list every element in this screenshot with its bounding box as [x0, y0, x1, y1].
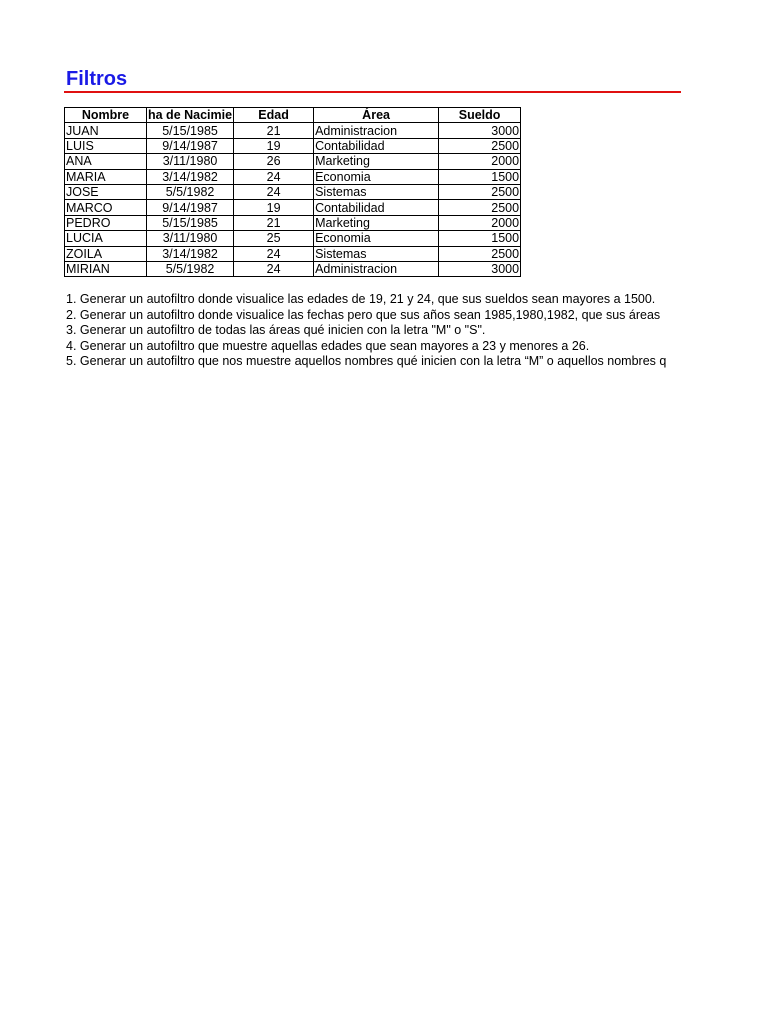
table-header-row	[65, 108, 521, 123]
cell-sueldo[interactable]: 2000	[439, 154, 521, 169]
cell-edad[interactable]: 24	[234, 184, 314, 199]
cell-nombre[interactable]: JUAN	[65, 123, 147, 138]
cell-area[interactable]: Sistemas	[314, 184, 439, 199]
cell-nombre[interactable]: ZOILA	[65, 246, 147, 261]
header-sueldo[interactable]: Sueldo	[439, 108, 521, 123]
cell-nombre[interactable]: ANA	[65, 154, 147, 169]
cell-area[interactable]: Marketing	[314, 154, 439, 169]
header-edad[interactable]: Edad	[234, 108, 314, 123]
cell-edad[interactable]: 19	[234, 138, 314, 153]
cell-fecha[interactable]: 5/5/1982	[147, 261, 234, 276]
cell-fecha[interactable]: 5/15/1985	[147, 123, 234, 138]
cell-nombre[interactable]: LUCIA	[65, 231, 147, 246]
instruction-line: 2. Generar un autofiltro donde visualice las fechas pero que sus años sean 1985,1980,1982, que sus áreas	[66, 307, 661, 322]
cell-area[interactable]: Contabilidad	[314, 200, 439, 215]
table-row	[65, 215, 521, 230]
cell-area[interactable]: Contabilidad	[314, 138, 439, 153]
cell-area[interactable]: Administracion	[314, 123, 439, 138]
cell-fecha[interactable]: 5/15/1985	[147, 215, 234, 230]
table-row	[65, 184, 521, 199]
cell-sueldo[interactable]: 3000	[439, 123, 521, 138]
instruction-line: 1. Generar un autofiltro donde visualice las edades de 19, 21 y 24, que sus sueldos sean mayores a 1500.	[66, 292, 656, 306]
cell-sueldo[interactable]: 2500	[439, 200, 521, 215]
cell-sueldo[interactable]: 1500	[439, 231, 521, 246]
cell-fecha[interactable]: 9/14/1987	[147, 200, 234, 215]
cell-fecha[interactable]: 3/11/1980	[147, 231, 234, 246]
cell-fecha[interactable]: 3/14/1982	[147, 169, 234, 184]
sheet-title: Filtros	[66, 68, 128, 90]
instructions-list	[66, 292, 682, 370]
cell-edad[interactable]: 21	[234, 123, 314, 138]
table-body	[65, 123, 521, 277]
cell-edad[interactable]: 24	[234, 246, 314, 261]
cell-fecha[interactable]: 3/11/1980	[147, 154, 234, 169]
table-row	[65, 261, 521, 276]
cell-nombre[interactable]: LUIS	[65, 138, 147, 153]
cell-area[interactable]: Administracion	[314, 261, 439, 276]
instruction-line: 5. Generar un autofiltro que nos muestre aquellos nombres qué inicien con la letra “M” o aquellos nombres q	[66, 354, 667, 368]
table-row	[65, 200, 521, 215]
cell-sueldo[interactable]: 2500	[439, 246, 521, 261]
cell-nombre[interactable]: JOSE	[65, 184, 147, 199]
employee-table	[64, 107, 521, 277]
cell-fecha[interactable]: 3/14/1982	[147, 246, 234, 261]
cell-edad[interactable]: 24	[234, 169, 314, 184]
header-fecha-nacimiento[interactable]: ha de Nacimie	[148, 108, 233, 123]
cell-fecha[interactable]: 5/5/1982	[147, 184, 234, 199]
table-row	[65, 169, 521, 184]
cell-nombre[interactable]: MIRIAN	[65, 261, 147, 276]
cell-nombre[interactable]: MARIA	[65, 169, 147, 184]
cell-sueldo[interactable]: 3000	[439, 261, 521, 276]
header-nombre[interactable]: Nombre	[65, 108, 147, 123]
cell-area[interactable]: Marketing	[314, 215, 439, 230]
cell-sueldo[interactable]: 2000	[439, 215, 521, 230]
cell-edad[interactable]: 24	[234, 261, 314, 276]
table-row	[65, 246, 521, 261]
table-row	[65, 154, 521, 169]
title-underline	[64, 91, 681, 93]
cell-sueldo[interactable]: 2500	[439, 138, 521, 153]
cell-sueldo[interactable]: 2500	[439, 184, 521, 199]
table-row	[65, 123, 521, 138]
cell-edad[interactable]: 19	[234, 200, 314, 215]
cell-edad[interactable]: 25	[234, 231, 314, 246]
cell-area[interactable]: Sistemas	[314, 246, 439, 261]
cell-area[interactable]: Economia	[314, 169, 439, 184]
cell-edad[interactable]: 21	[234, 215, 314, 230]
table-row	[65, 138, 521, 153]
header-area[interactable]: Área	[314, 108, 439, 123]
instruction-line: 3. Generar un autofiltro de todas las áreas qué inicien con la letra "M" o "S".	[66, 323, 486, 337]
cell-nombre[interactable]: PEDRO	[65, 215, 147, 230]
cell-area[interactable]: Economia	[314, 231, 439, 246]
cell-nombre[interactable]: MARCO	[65, 200, 147, 215]
cell-fecha[interactable]: 9/14/1987	[147, 138, 234, 153]
instruction-line: 4. Generar un autofiltro que muestre aquellas edades que sean mayores a 23 y menores a 26.	[66, 338, 590, 353]
cell-edad[interactable]: 26	[234, 154, 314, 169]
table-row	[65, 231, 521, 246]
cell-sueldo[interactable]: 1500	[439, 169, 521, 184]
